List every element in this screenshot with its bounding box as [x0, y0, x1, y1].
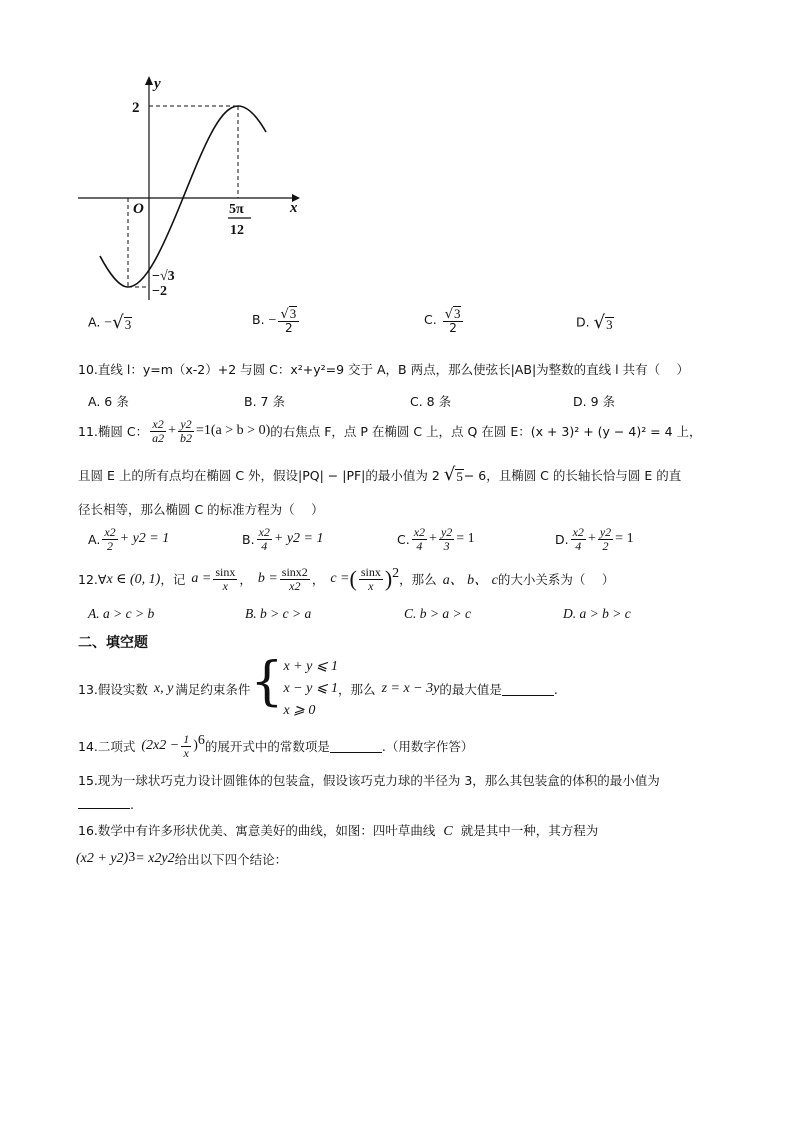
q12-line: 12.∀ x ∈ (0, 1) ，记 a = $\frac{\sin x}{x}$ ， b = $\frac{\sin x2}{x2}$ ， c = ( $\frac{\sin x}{x}$ ) 2 ，那么 a、 b、 c 的大小关系为（ ） — [78, 565, 615, 593]
q9-option-a-prefix: A. — [88, 314, 101, 330]
q14-answer-blank[interactable] — [330, 740, 382, 753]
q11-option-d-prefix: D. — [555, 531, 569, 547]
x-tick-denominator: 12 — [230, 223, 244, 238]
q12-sep2: ， — [311, 572, 325, 588]
q14-tail: 的展开式中的常数项是 — [204, 739, 330, 755]
q12-c-pow: 2 — [392, 566, 400, 581]
q11-option-b-prefix: B. — [242, 531, 255, 547]
q9-option-b-sign: − — [268, 312, 277, 328]
q13-mid2: ，那么 — [338, 682, 376, 697]
q11-line1-rest: 的右焦点 F，点 P 在椭圆 C 上，点 Q 在圆 E：(x + 3)² + (y − 4)² = 4 上， — [270, 424, 702, 440]
q11-eq-y-num: y2 — [180, 417, 192, 431]
q14-expr-b: ) — [193, 738, 198, 754]
q9-option-b-prefix: B. — [252, 311, 265, 327]
q11-option-a-prefix: A. — [88, 531, 101, 547]
q16-eq-a: (x2 + y2) — [76, 851, 129, 866]
q12-option-c: C. b > a > c — [404, 606, 471, 621]
q11-eq-x-num: x2 — [152, 417, 164, 431]
q11-opt-c-den2: 3 — [443, 538, 450, 553]
q11-opt-d-num2: y2 — [599, 525, 612, 539]
q12-option-d: D. a > b > c — [563, 606, 631, 621]
q12-mid1: ，记 — [160, 572, 186, 588]
q11-opt-b-rest: + y2 = 1 — [273, 531, 324, 547]
q11-opt-b-den: 4 — [261, 538, 268, 553]
q9-option-b-numerator: 3 — [289, 306, 297, 321]
q11-line2-a: 且圆 E 上的所有点均在椭圆 C 外，假设|PQ| − |PF|的最小值为 2 — [78, 468, 440, 483]
sine-graph — [70, 70, 310, 310]
q13-constraint-2: x − y ⩽ 1 — [283, 681, 339, 696]
q11-option-c: C. $\frac{x2}{4}$ + $\frac{y2}{3}$ = 1 — [397, 525, 475, 553]
q16-line1 — [78, 821, 598, 840]
q10-option-c: C. 8 条 — [410, 394, 452, 409]
q11-line1: 11.椭圆 C： $\frac{x2}{a2}$ + $\frac{y2}{b2}$ =1(a > b > 0) 的右焦点 F，点 P 在椭圆 C 上，点 Q 在圆 E：(x + 3)² + (y − 4)² = 4 上， — [78, 417, 702, 445]
q13-line — [78, 652, 558, 722]
q13-mid: 满足约束条件 — [175, 682, 251, 697]
q11-eq-x-den: a2 — [152, 430, 165, 445]
q13-vars: x, y — [153, 681, 174, 696]
q13-objective: z = x − 3y — [381, 681, 440, 696]
q13-tail: 的最大值是 — [439, 682, 502, 697]
q11-opt-a-rest: + y2 = 1 — [119, 531, 170, 547]
q9-option-a-sign: − — [104, 315, 113, 331]
q12-c-lhs: c = — [330, 571, 350, 587]
x-axis-label: x — [290, 200, 298, 216]
q11-line2: 且圆 E 上的所有点均在椭圆 C 外，假设|PQ| − |PF|的最小值为 2 √ 5 − 6，且椭圆 C 的长轴长恰与圆 E 的直 — [78, 464, 682, 485]
q9-option-a — [88, 314, 132, 332]
q11-opt-a-num: x2 — [104, 525, 116, 539]
q15-line2 — [78, 796, 134, 812]
q9-option-b: B. − √ 3 2 — [252, 306, 301, 335]
constraint-system: { x + y ⩽ 1 x − y ⩽ 1 x ⩾ 0 — [250, 656, 338, 722]
q11-opt-d-den2: 2 — [602, 538, 609, 553]
q13-constraint-1: x + y ⩽ 1 — [283, 659, 339, 674]
q15-answer-blank[interactable] — [78, 796, 130, 809]
q11-opt-a-den: 2 — [106, 538, 113, 553]
q11-opt-c-num1: x2 — [413, 525, 426, 539]
q9-option-c-prefix: C. — [424, 311, 437, 327]
sine-curve — [100, 106, 266, 287]
q11-opt-c-end: = 1 — [456, 531, 475, 547]
q13-end: . — [553, 681, 558, 697]
q11-line2-radicand: 5 — [456, 468, 463, 484]
q11-option-c-prefix: C. — [397, 531, 410, 547]
y-axis-label: y — [154, 76, 161, 92]
q9-option-c: C. √ 3 2 — [424, 306, 465, 335]
q15-line1: 15.现为一球状巧克力设计圆锥体的包装盒，假设该巧克力球的半径为 3，那么其包装盒的体积的最小值为 — [78, 773, 660, 788]
q14-end: .（用数字作答） — [381, 739, 474, 755]
q12-vars: a、 b、 c — [442, 573, 498, 589]
q11-opt-d-end: = 1 — [615, 531, 634, 547]
q16-eq-b: = x2y2 — [135, 851, 175, 866]
q12-tail-b: 的大小关系为（ ） — [497, 572, 615, 588]
q12-tail-a: ，那么 — [399, 572, 437, 588]
q16-line1-a: 16.数学中有许多形状优美、寓意美好的曲线，如图：四叶草曲线 — [78, 823, 436, 838]
q9-option-d-radicand: 3 — [606, 316, 613, 332]
q12-a-num: sinx — [215, 565, 236, 579]
q11-opt-b-num: x2 — [258, 525, 270, 539]
y-axis-arrow — [145, 76, 153, 85]
q9-option-c-numerator: 3 — [453, 306, 461, 321]
q15-end: . — [130, 797, 134, 812]
section-title-fill-in: 二、填空题 — [78, 635, 148, 651]
q9-option-d-prefix: D. — [576, 314, 590, 330]
q9-option-b-denominator: 2 — [285, 321, 293, 336]
q10-text: 10.直线 l：y=m（x-2）+2 与圆 C：x²+y²=9 交于 A，B 两点，那么使弦长|AB|为整数的直线 l 共有（ ） — [78, 362, 690, 377]
q14-expr-num: 1 — [183, 732, 190, 746]
q10-option-d: D. 9 条 — [573, 394, 615, 409]
q11-option-b — [242, 526, 324, 552]
q14-expr-a: (2x2 − — [141, 738, 180, 754]
q13-lead: 13.假设实数 — [78, 682, 148, 697]
q12-option-b: B. b > c > a — [245, 606, 312, 621]
q10-option-b: B. 7 条 — [244, 394, 285, 409]
q12-a-lhs: a = — [191, 571, 212, 587]
q16-curve: C — [443, 824, 453, 839]
q13-answer-blank[interactable] — [502, 683, 554, 696]
q10-option-a: A. 6 条 — [88, 394, 129, 409]
q12-c-num: sinx — [360, 565, 381, 579]
q9-option-c-denominator: 2 — [449, 321, 457, 336]
q14-lead: 14.二项式 — [78, 739, 136, 755]
q11-eq-y-den: b2 — [180, 430, 192, 445]
q14-line — [78, 733, 473, 759]
q14-expr-den: x — [183, 745, 189, 760]
q12-b-den: x2 — [289, 578, 301, 593]
x-tick-numerator: 5π — [229, 202, 244, 217]
y-min-label: −2 — [152, 284, 167, 299]
q11-lead: 11.椭圆 C： — [78, 424, 149, 440]
q12-domain: x ∈ (0, 1) — [106, 571, 161, 587]
q12-a-den: x — [222, 578, 228, 593]
q11-line2-b: − 6，且椭圆 C 的长轴长恰与圆 E 的直 — [463, 468, 682, 483]
q14-pow: 6 — [197, 733, 205, 748]
q11-opt-d-num1: x2 — [572, 525, 584, 539]
y-max-label: 2 — [132, 100, 140, 116]
q16-line2-tail: 给出以下四个结论： — [174, 852, 288, 867]
q12-c-den: x — [368, 578, 374, 593]
q16-eq-pow: 3 — [128, 850, 136, 865]
q13-constraint-3: x ⩾ 0 — [283, 703, 316, 718]
q9-option-a-radicand: 3 — [124, 316, 132, 332]
q12-b-num: sinx2 — [281, 565, 308, 579]
q11-eq-rest: =1(a > b > 0) — [196, 423, 271, 439]
q9-option-d: D. √ 3 — [576, 312, 613, 333]
q16-line2 — [76, 850, 287, 868]
q12-option-a: A. a > c > b — [88, 606, 155, 621]
sqrt-symbol: √ 3 — [112, 312, 132, 333]
q12-sep1: ， — [239, 572, 252, 588]
q16-line1-b: 就是其中一种，其方程为 — [460, 823, 599, 838]
y-neg-sqrt3-label: −√3 — [152, 269, 175, 284]
q11-opt-c-den1: 4 — [416, 538, 423, 553]
q11-option-a — [88, 526, 169, 552]
origin-label: O — [133, 201, 144, 217]
q11-opt-c-num2: y2 — [440, 525, 453, 539]
q12-b-lhs: b = — [257, 571, 278, 587]
q11-opt-d-den1: 4 — [575, 538, 582, 553]
q11-option-d: D. $\frac{x2}{4}$ + $\frac{y2}{2}$ = 1 — [555, 525, 634, 553]
q11-line3: 径长相等，那么椭圆 C 的标准方程为（ ） — [78, 502, 324, 517]
q12-lead: 12.∀ — [78, 571, 107, 587]
